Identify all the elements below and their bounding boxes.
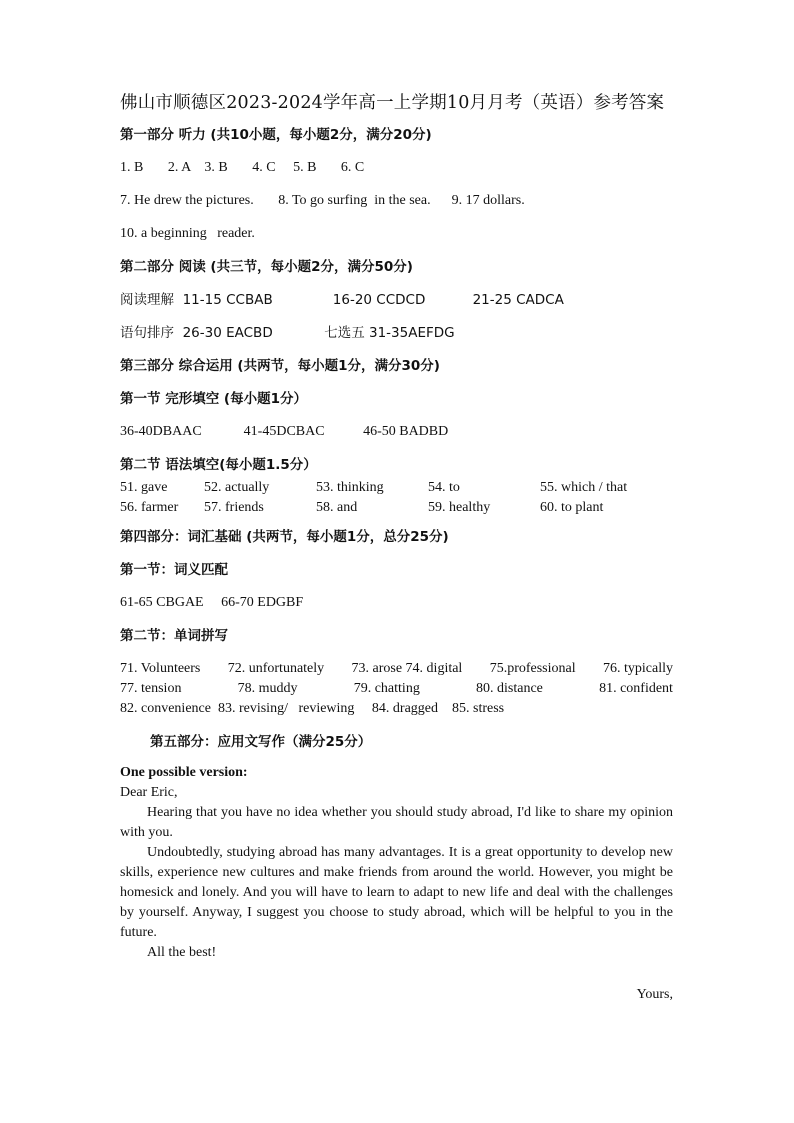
word-match-heading: 第一节：词义匹配 xyxy=(120,562,228,578)
cloze-answers: 36-40DBAAC 41-45DCBAC 46-50 BADBD xyxy=(120,424,449,439)
letter-signoff: Yours, xyxy=(636,987,673,1002)
part1-heading: 第一部分 听力 (共10小题，每小题2分，满分20分) xyxy=(120,127,432,143)
grammar-answer: 60. to plant xyxy=(540,500,604,515)
spelling-answer: 72. unfortunately xyxy=(227,661,325,676)
grammar-answer: 52. actually xyxy=(204,480,270,495)
grammar-answer: 51. gave xyxy=(120,480,168,495)
spelling-answer: 73. arose 74. digital xyxy=(351,661,463,676)
reading-answers: 阅读理解 11-15 CCBAB 16-20 CCDCD 21-25 CADCA xyxy=(120,292,564,308)
cloze-heading: 第一节 完形填空 (每小题1分） xyxy=(120,391,307,407)
listening-answers-2: 7. He drew the pictures. 8. To go surfing in the sea. 9. 17 dollars. xyxy=(120,193,525,208)
grammar-answer: 59. healthy xyxy=(428,500,491,515)
grammar-row xyxy=(120,498,673,518)
spelling-answer: 79. chatting xyxy=(353,681,420,696)
spelling-answer: 78. muddy xyxy=(237,681,298,696)
spelling-answer: 80. distance xyxy=(476,681,543,696)
letter-greeting: Dear Eric, xyxy=(120,785,178,800)
letter-closing: All the best! xyxy=(147,945,217,960)
spelling-answer: 77. tension xyxy=(120,681,182,696)
grammar-answer: 57. friends xyxy=(204,500,264,515)
spelling-heading: 第二节：单词拼写 xyxy=(120,628,228,644)
grammar-answer: 55. which / that xyxy=(540,480,628,495)
page-title: 佛山市顺德区2023-2024学年高一上学期10月月考（英语）参考答案 xyxy=(120,93,665,113)
spelling-answer: 71. Volunteers xyxy=(120,661,201,676)
version-label: One possible version: xyxy=(120,765,248,780)
spelling-answer: 76. typically xyxy=(602,661,673,676)
grammar-answer: 53. thinking xyxy=(316,480,384,495)
spelling-answer: 81. confident xyxy=(599,681,673,696)
part5-heading: 第五部分：应用文写作（满分25分） xyxy=(150,734,372,750)
letter-paragraph: Hearing that you have no idea whether you should study abroad, I'd like to share my opinion with you. xyxy=(120,805,673,840)
answer-sheet xyxy=(120,92,673,1019)
grammar-answer: 56. farmer xyxy=(120,500,179,515)
listening-answers-1: 1. B 2. A 3. B 4. C 5. B 6. C xyxy=(120,160,365,175)
spelling-row xyxy=(120,679,673,699)
word-match-answers: 61-65 CBGAE 66-70 EDGBF xyxy=(120,595,304,610)
part3-heading: 第三部分 综合运用 (共两节，每小题1分，满分30分) xyxy=(120,358,440,374)
grammar-heading: 第二节 语法填空(每小题1.5分） xyxy=(120,457,317,473)
part4-heading: 第四部分：词汇基础 (共两节，每小题1分，总分25分) xyxy=(120,529,449,545)
part2-heading: 第二部分 阅读 (共三节，每小题2分，满分50分) xyxy=(120,259,413,275)
spelling-row xyxy=(120,659,673,679)
listening-answers-3: 10. a beginning reader. xyxy=(120,226,255,241)
grammar-answer: 58. and xyxy=(316,500,358,515)
spelling-answer: 75.professional xyxy=(489,661,576,676)
letter-paragraph: Undoubtedly, studying abroad has many advantages. It is a great opportunity to develop new skills, experience new cultures and make friends from around the world. However, you might be homesick and lonely. And you will have to learn to adapt to new life and deal with the challenges by yourself. Anyway, I suggest you choose to study abroad, which will be helpful to you in the future. xyxy=(120,845,673,940)
spelling-row: 82. convenience 83. revising/ reviewing 84. dragged 85. stress xyxy=(120,701,505,716)
sentence-order-answers: 语句排序 26-30 EACBD 七选五 31-35AEFDG xyxy=(120,325,455,341)
grammar-answer: 54. to xyxy=(428,480,460,495)
grammar-row xyxy=(120,478,673,498)
